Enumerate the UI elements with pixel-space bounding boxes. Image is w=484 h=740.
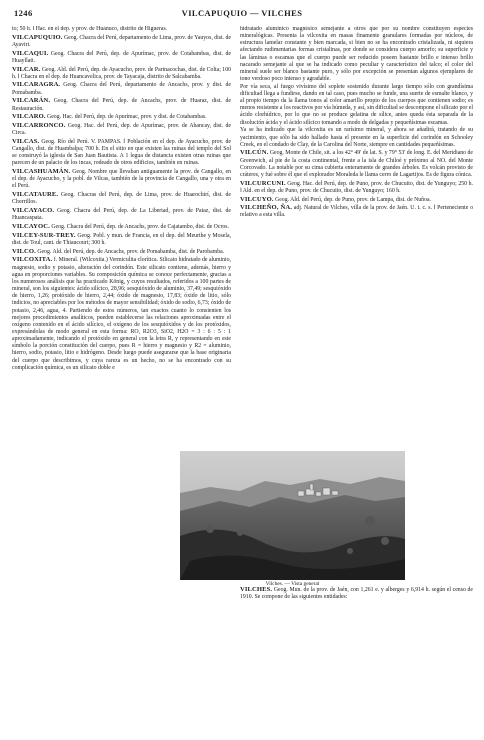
dictionary-entry — [12, 26, 231, 33]
dictionary-entry — [12, 256, 231, 372]
entry-text: Geog. Chacra del Perú, departamento de Lima, prov. de Yauyos, dist. de Ayaviri. — [12, 34, 231, 48]
entry-headword: VILCURCUNI. — [240, 179, 286, 187]
figure-caption: Vilches. — Vista general — [265, 581, 320, 587]
entry-headword: VILCARAGRA. — [12, 81, 61, 89]
entry-headword: VILCAS. — [12, 137, 40, 145]
entry-text: Geog. Ald. del Perú, dep. de Ayacucho, prov. de Parinacochas, dist. de Colta; 100 h. ‖ Chacra en el dep. de Huancavelica, prov. de Tayacaja, distrito de Salcabamba. — [12, 66, 231, 80]
entry-text: adj. Natural de Vilches, villa de la prov. de Jaén. U. t. c. s. ‖ Perteneciente o relativo a esta villa. — [240, 205, 473, 219]
entry-text: Ya se ha indicado que la vilcoxita es un rarísimo mineral, y ahora se añadirá, tratando de su yacimiento, que sólo ha sido hallado hasta el presente en la superficie del corindón en Schooley Creek, en el condado de Clay, de la Carolina del Norte, siempre en cantidades pequeñísimas. — [240, 127, 473, 148]
dictionary-entry — [12, 81, 231, 96]
entry-headword: VILCO. — [12, 247, 36, 255]
dictionary-entry — [240, 196, 473, 204]
entry-text: f. Mineral. (Wilcoxita.) Vermiculita clorítica. Silicato hidratado de aluminio, magnesio, sodio y potasio, alteración del corindón. Este silicato contiene, además, hierro y agua en proporciones variables. Su composición química se conoce perfectamente, gracias a los numerosos análisis que ha practicado König, y cuyos resultados, referidos a 100 partes de mineral, son los siguientes: ácido silícico, 28,96; sesquióxido de aluminio, 37,49; sesquióxido de hierro, 1,26; protóxido de hierro, 2,44; óxido de magnesio, 17,83; óxido de litio, sólo indicios, no apreciables por los métodos de mayor sensibilidad; óxido de sodio, 6,73; óxido de potasio, 2,46, agua, 4. Partiendo de estos números, tan exactos cuanto lo consienten los mejores procedimientos analíticos, pueden establecerse las relaciones aproximadas entre el oxígeno contenido en el ácido silícico, el oxígeno de los sesquióxidos y de los protóxidos, expresándolas de modo general en esta forma: RO, R2O3, SiO2, H2O = 3 : 6 : 5 : 1 aproximadamente, indicando el protóxido en general con la letra R, y representando en este símbolo la porción constitución del cuerpo, pues R = hierro y magnesio y R2 = aluminio, hierro, sodio, potasio, litio e hidrógeno. Desde luego puede asegurarse que la base originaria del cuerpo que describimos, y cuya rareza es un hecho, no se ha encontrado con su complicación química, es un silicato doble e — [12, 257, 231, 371]
entry-text: Geog. Hac. del Perú, dep. de Apurímac, prov. de Abancay, dist. de Circa. — [12, 123, 231, 137]
entry-text: Geog. Chacra del Perú, dep. de La Libertad, prov. de Pataz, dist. de Huancaspata. — [12, 208, 231, 222]
dictionary-entry — [240, 84, 473, 127]
dictionary-entry — [240, 180, 473, 195]
dictionary-entry — [12, 113, 231, 121]
landscape-image — [180, 451, 405, 580]
entry-headword: VILCHES. — [240, 586, 273, 593]
dictionary-entry — [12, 232, 231, 247]
entry-text: Geog. Chacra del Perú, departamento de Ancachs, prov. y dist. de Pomabamba. — [12, 82, 231, 96]
entry-headword: VILCAR. — [12, 65, 41, 73]
entry-headword: VILCAYACO. — [12, 207, 55, 215]
entry-headword: VILCARRONCO. — [12, 122, 66, 130]
dictionary-entry — [12, 66, 231, 81]
page-number: 1246 — [14, 8, 33, 18]
left-column — [12, 26, 231, 732]
dictionary-entry — [12, 34, 231, 49]
dictionary-entry — [12, 50, 231, 65]
entry-text: Geog. Ald. del Perú, dep. de Puno, prov. de Lampa, dist. de Nuñoa. — [275, 196, 431, 203]
dictionary-entry — [12, 223, 231, 231]
dictionary-entry — [12, 191, 231, 206]
entry-headword: VILCAQUI. — [12, 49, 49, 57]
entry-text: Geog. Chacra del Perú, dep. de Apurímac, prov. de Cotabambas, dist. de Huayllati. — [12, 50, 231, 64]
entry-headword: VILCARÁN. — [12, 97, 51, 105]
dictionary-entry — [12, 122, 231, 137]
dictionary-entry — [240, 149, 473, 179]
entry-headword: VILCAYOC. — [12, 223, 50, 231]
entry-text: Geog. Ald. del Perú, dep. de Ancachs, prov. de Pomabamba, dist. de Parobamba. — [37, 248, 225, 255]
dictionary-entry — [240, 26, 473, 83]
entry-text: hidratado aluminico magnésico semejante a otros que por su nombre constituyen especies mineralógicas. Presenta la vilcoxita en masas finamente granulares formadas por núcleos, de estructura lamelar constante y bien marcada, si bien no se ha encontrado cristalizada, ni siquiera afectando rudimentarias formas cristalinas, por donde se considera cuerpo amorfo; su superficie y las láminas o escamas que el cuerpo puede ser reducido poseen bastante brillo e intenso brillo nacarado semejante al que se ha indicado como peculiar y característico del talco; el color del mineral suele ser blanco bastante puro, y sólo por excepción se presentan algunos ejemplares de tono verdoso poco intenso y agradable. — [240, 26, 473, 83]
running-title: VILCAPUQUIO — VILCHES — [181, 8, 303, 18]
entry-headword: VILCAPUQUIO. — [12, 33, 63, 41]
page-header — [14, 8, 470, 22]
entry-text: Geog. Chacra del Perú, dep. de Ancachs, prov. de Cajatambo, dist. de Ocros. — [51, 224, 229, 231]
entry-text: Por vía seca, al fuego vivísimo del soplete sostenido durante largo tiempo sólo con grandísima dificultad llega a fundirse, dando en tal caso, pues mucho se funde, una suerte de esmalte blanco, y al propio tiempo da la llama tonos al color amarillo propio de los cuerpos que contienen sodio; es menos resistente a los reactivos por vía húmeda, y así, sin dificultad se descompone el silicato por el ácido clorhídrico, por lo que no se produce gelatina de sílice, antes queda ésta separada de la disolución ácida y el ácido silícico tomando a modo de delgadas y pequeñísimas escamas. — [240, 83, 473, 126]
entry-text: Geog. Mun. de la prov. de Jaén, con 1,261 e. y alberges y 6,914 h. según el censo de 1910. Se compone de las siguientes entidades: — [240, 587, 473, 601]
entry-text: Geog. Monte de Chile, sit. a los 42° 49' de lat. S. y 79° 53' de long. E. del Meridiano de Greenwich, al pie de la costa continental, frente a la isla de Chiloé y próximo al NO. del Monte Corcovado. La notable por su cima cubierta enteramente de grandes árboles. Es volcán provisto de cráteres, y fué sobre él que el explorador Moraleda le llama cerro de Lagartijos. Es de figura cónica. — [240, 150, 473, 178]
dictionary-entry — [12, 168, 231, 190]
dictionary-entry — [12, 248, 231, 256]
entry-text: Geog. Río del Perú. V. PAMPAS. ‖ Población en el dep. de Ayacucho, prov. de Cangallo, dist. de Huambalpa; 700 h. En el sitio en que existen las ruinas del templo del Sol se construyó la iglesia de San Juan Bautista. A 1 legua de distancia existen otras ruinas que parecen de un palacio de los incas, rodeado de otros edificios, también en ruinas. — [12, 138, 231, 167]
entry-headword: VILCEY-SUR-TREY. — [12, 231, 76, 239]
entry-headword: VILCHEÑO, ÑA. — [240, 204, 292, 212]
dictionary-entry — [12, 97, 231, 112]
entry-text: Geog. Pobl. y mun. de Francia, en el dep. del Meurthe y Mosela, dist. de Toul, cant. de Thiaucourt; 300 h. — [12, 232, 231, 246]
entry-headword: VILCASHUAMÁN. — [12, 168, 71, 176]
entry-text: Geog. Chacra del Perú, dep. de Ancachs, prov. de Huaraz, dist. de Restauración. — [12, 98, 231, 112]
dictionary-entry — [12, 207, 231, 222]
right-column-bottom — [240, 586, 473, 626]
entry-headword: VILCUYO. — [240, 195, 274, 203]
right-column-top — [240, 26, 473, 451]
vilches-photograph — [180, 451, 405, 580]
entry-headword: VILCATAURE. — [12, 191, 59, 199]
entry-headword: VILCOXITA. — [12, 256, 53, 264]
entry-text: to; 50 h. ‖ Hac. en el dep. y prov. de Huánuco, distrito de Higueras. — [12, 26, 168, 32]
entry-text: Geog. Hac. del Perú, dep. de Apurímac, prov. y dist. de Cotabambas. — [47, 114, 207, 121]
dictionary-entry — [240, 204, 473, 219]
dictionary-entry — [240, 127, 473, 148]
entry-text: Geog. Nombre que llevaban antiguamente la prov. de Cangallo, en el dep. de Ayacucho, y la pobl. de Vilcas, también de la provincia de Cangallo, una y otra en el Perú. — [12, 169, 231, 190]
entry-text: Geog. Chacras del Perú, dep. de Lima, prov. de Huarochirí, dist. de Chorrillos. — [12, 192, 231, 206]
dictionary-entry — [12, 138, 231, 168]
dictionary-entry — [240, 586, 473, 601]
entry-headword: VILCARO. — [12, 113, 46, 121]
entry-headword: VILCÚN. — [240, 149, 269, 157]
entry-text: Geog. Hac. del Perú, dep. de Puno, prov. de Chucuito, dist. de Yunguyo; 250 h. ‖ Ald. en el dep. de Puno, prov. de Chucuito, dist. de Yunguyo; 160 h. — [240, 180, 473, 194]
